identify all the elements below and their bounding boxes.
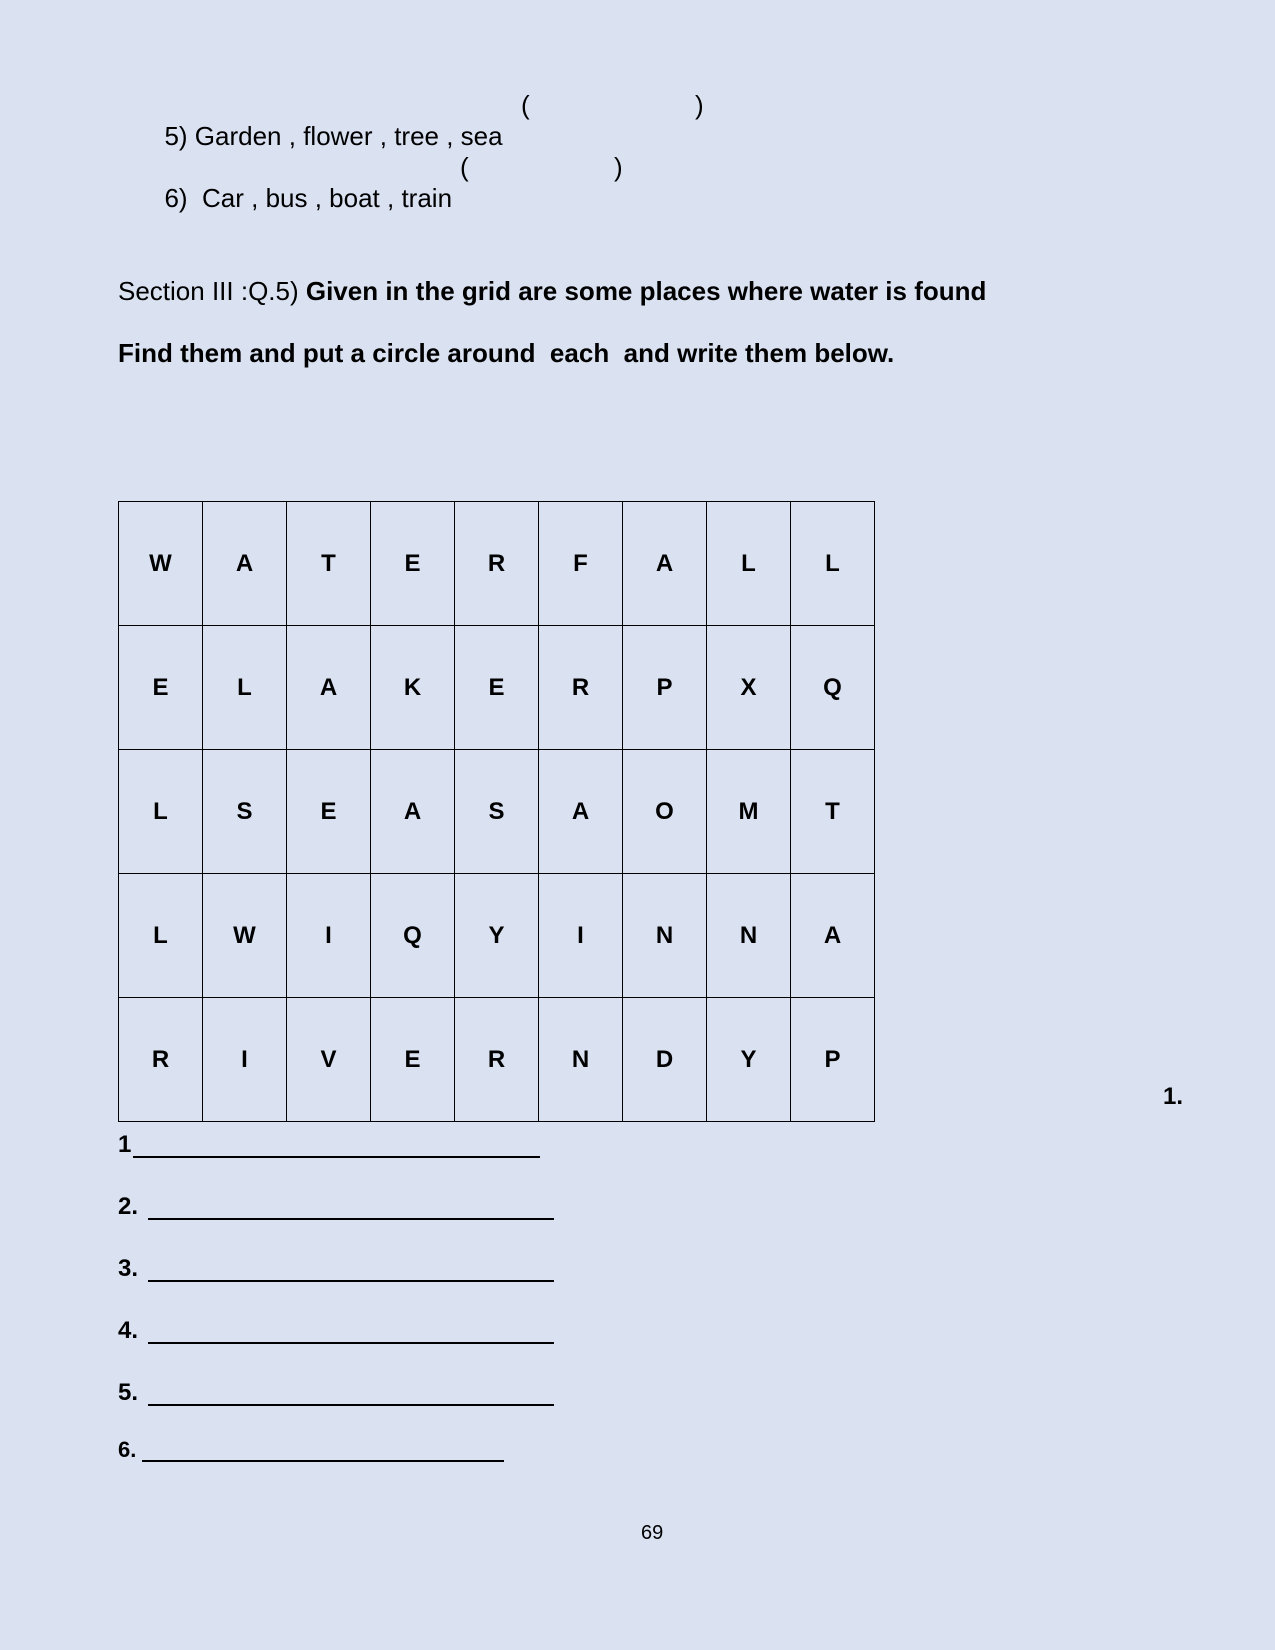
question-6-close-paren: ) [614, 152, 623, 182]
answer-5-line[interactable] [148, 1404, 554, 1406]
grid-cell[interactable]: E [287, 750, 371, 874]
answer-2-label: 2. [118, 1193, 139, 1220]
answer-4-line[interactable] [148, 1342, 554, 1344]
question-5-open-paren: ( [521, 90, 530, 120]
grid-cell[interactable]: A [287, 626, 371, 750]
answer-3-label: 3. [118, 1255, 139, 1282]
section-heading [118, 276, 986, 307]
grid-cell[interactable]: K [371, 626, 455, 750]
grid-row [119, 998, 875, 1122]
grid-cell[interactable]: M [707, 750, 791, 874]
grid-cell[interactable]: A [371, 750, 455, 874]
grid-cell[interactable]: E [371, 502, 455, 626]
answer-1-label: 1 [118, 1131, 132, 1158]
grid-cell[interactable]: R [455, 998, 539, 1122]
grid-row [119, 502, 875, 626]
grid-cell[interactable]: Q [791, 626, 875, 750]
question-6-text: 6) Car , bus , boat , train [164, 183, 453, 213]
grid-row [119, 750, 875, 874]
grid-cell[interactable]: D [623, 998, 707, 1122]
grid-cell[interactable]: S [203, 750, 287, 874]
grid-cell[interactable]: Y [707, 998, 791, 1122]
grid-cell[interactable]: E [455, 626, 539, 750]
grid-row [119, 626, 875, 750]
grid-cell[interactable]: Y [455, 874, 539, 998]
answer-6-label: 6. [118, 1437, 137, 1462]
grid-cell[interactable]: O [623, 750, 707, 874]
section-label: Section III :Q.5) [118, 276, 306, 306]
answer-6-line[interactable] [142, 1460, 504, 1462]
grid-cell[interactable]: L [119, 750, 203, 874]
grid-row [119, 874, 875, 998]
grid-cell[interactable]: P [623, 626, 707, 750]
answer-3-line[interactable] [148, 1280, 554, 1282]
grid-cell[interactable]: V [287, 998, 371, 1122]
side-number: 1. [1163, 1083, 1184, 1110]
grid-cell[interactable]: A [539, 750, 623, 874]
grid-cell[interactable]: F [539, 502, 623, 626]
answer-1-line[interactable] [133, 1156, 540, 1158]
grid-cell[interactable]: N [707, 874, 791, 998]
grid-cell[interactable]: I [539, 874, 623, 998]
grid-cell[interactable]: S [455, 750, 539, 874]
grid-cell[interactable]: A [791, 874, 875, 998]
grid-cell[interactable]: I [287, 874, 371, 998]
grid-cell[interactable]: I [203, 998, 287, 1122]
grid-cell[interactable]: R [455, 502, 539, 626]
grid-cell[interactable]: T [287, 502, 371, 626]
grid-cell[interactable]: L [791, 502, 875, 626]
word-search-grid [118, 501, 875, 1122]
question-6 [150, 152, 452, 214]
answer-5-label: 5. [118, 1379, 139, 1406]
answer-2-line[interactable] [148, 1218, 554, 1220]
answer-4-label: 4. [118, 1317, 139, 1344]
grid-cell[interactable]: Q [371, 874, 455, 998]
page-number: 69 [641, 1522, 664, 1544]
question-5-text: 5) Garden , flower , tree , sea [164, 121, 503, 151]
grid-cell[interactable]: L [707, 502, 791, 626]
grid-cell[interactable]: P [791, 998, 875, 1122]
grid-cell[interactable]: X [707, 626, 791, 750]
grid-cell[interactable]: R [539, 626, 623, 750]
question-5-close-paren: ) [695, 90, 704, 120]
grid-cell[interactable]: N [623, 874, 707, 998]
grid-cell[interactable]: T [791, 750, 875, 874]
question-5 [150, 90, 503, 152]
grid-cell[interactable]: E [119, 626, 203, 750]
grid-cell[interactable]: L [203, 626, 287, 750]
grid-cell[interactable]: W [119, 502, 203, 626]
grid-cell[interactable]: L [119, 874, 203, 998]
question-6-open-paren: ( [460, 152, 469, 182]
grid-cell[interactable]: A [203, 502, 287, 626]
section-instruction-line2: Find them and put a circle around each and write them below. [118, 338, 895, 368]
grid-cell[interactable]: N [539, 998, 623, 1122]
grid-cell[interactable]: W [203, 874, 287, 998]
grid-cell[interactable]: A [623, 502, 707, 626]
grid-cell[interactable]: R [119, 998, 203, 1122]
grid-cell[interactable]: E [371, 998, 455, 1122]
section-instruction-line1: Given in the grid are some places where water is found [305, 276, 987, 306]
